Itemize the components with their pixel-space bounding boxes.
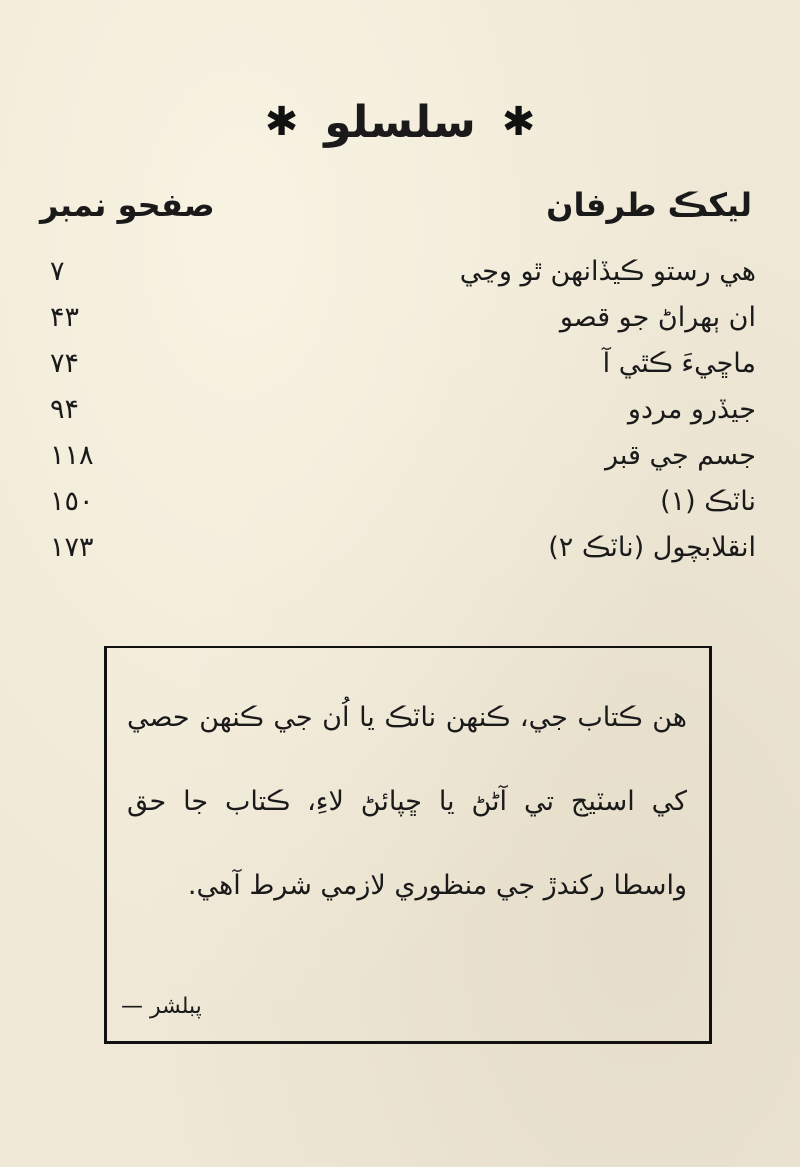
title-row [0,92,800,152]
toc-entry [50,524,756,570]
column-headers [40,180,752,230]
page-title: سلسلو [324,96,476,148]
toc-entry-page: ۴٣ [50,301,80,333]
toc-entry-page: ١١٨ [50,439,94,471]
toc-entry [50,294,756,340]
toc-entry-title: ان ٻهراڻ جو قصو [559,301,756,333]
toc-entry-title: ماڇيءَ ڪٿي آ [602,347,756,379]
asterisk-ornament-icon: ✱ [501,99,536,145]
section-header: ليکڪ طرفان [546,186,752,224]
publisher-signature: پبلشر — [121,994,202,1019]
toc-entry-title: ناٽڪ (١) [660,485,756,517]
toc-entry-page: ١٧٣ [50,531,94,563]
page-number-header: صفحو نمبر [40,186,215,224]
toc-entry-title: جيڏرو مردو [627,393,756,425]
toc-entry-page: ١٥٠ [50,485,94,517]
toc-entry [50,478,756,524]
toc-entry-page: ٧۴ [50,347,80,379]
toc-entry-title: هي رستو ڪيڏانهن ٿو وڃي [459,255,756,287]
asterisk-ornament-icon: ✱ [264,99,299,145]
toc-entry-title: انقلابچول (ناٽڪ ٢) [548,531,756,563]
toc-entry [50,248,756,294]
toc-entry-page: ٩۴ [50,393,80,425]
toc-entry [50,432,756,478]
copyright-notice-text: هن ڪتاب جي، ڪنهن ناٽڪ يا اُن جي ڪنهن حصي کي اسٽيج تي آڻڻ يا ڇپائڻ لاءِ، ڪتاب جا حق واسطا رکندڙ جي منظوري لازمي شرط آهي. [127,702,687,901]
toc-entry-page: ٧ [50,255,65,287]
table-of-contents [50,248,756,570]
copyright-notice-box [104,646,712,1044]
toc-entry [50,340,756,386]
toc-entry [50,386,756,432]
toc-entry-title: جسم جي قبر [604,439,756,471]
